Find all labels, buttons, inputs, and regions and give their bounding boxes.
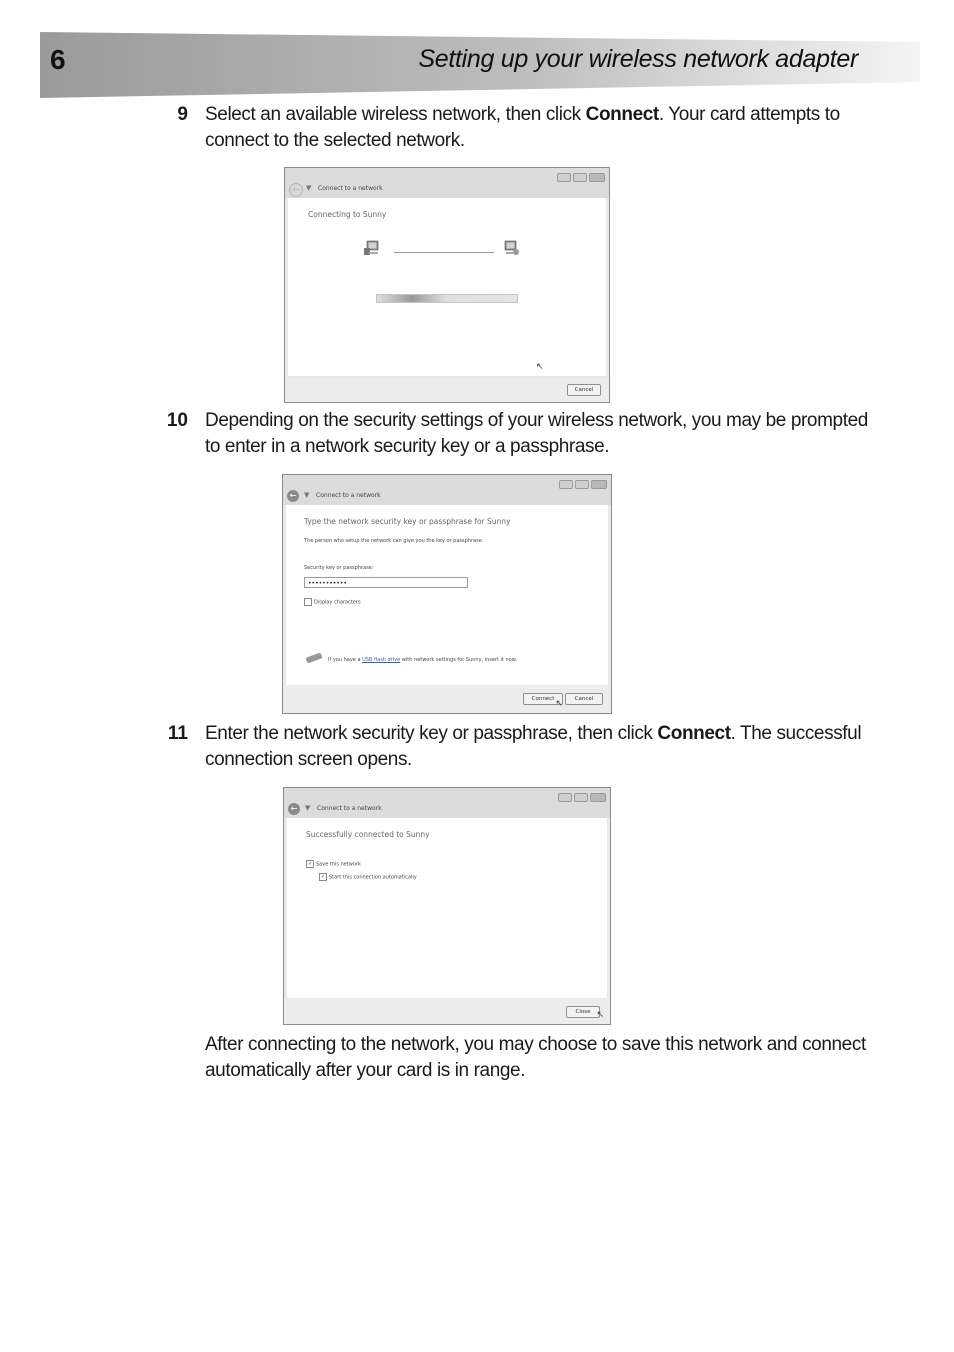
closing-paragraph (150, 1032, 870, 1084)
usb-hint-text (328, 657, 517, 663)
maximize-icon (574, 793, 588, 802)
title-bar (283, 475, 611, 505)
computer-icon (364, 240, 382, 256)
save-network-option[interactable] (306, 860, 361, 868)
display-characters-option[interactable] (304, 598, 361, 606)
window-controls (558, 793, 606, 802)
step-11 (150, 721, 870, 773)
step-number: 10 (166, 410, 188, 431)
wireless-icon: ▼ (304, 491, 310, 499)
dialog-heading: Connecting to Sunny (308, 210, 387, 219)
maximize-icon (573, 173, 587, 182)
window-controls (559, 480, 607, 489)
connection-line (394, 252, 494, 253)
mouse-cursor-icon: ↖ (596, 1010, 604, 1020)
dialog-subtext: The person who setup the network can give you the key or passphrase. (304, 538, 484, 544)
security-key-dialog-screenshot (282, 474, 612, 714)
security-key-label: Security key or passphrase: (304, 565, 374, 571)
title-bar (285, 168, 609, 198)
wireless-icon: ▼ (306, 184, 312, 192)
step-text-part: Select an available wireless network, then click (205, 104, 586, 125)
page-number: 6 (50, 44, 66, 75)
security-key-input[interactable]: ••••••••••• (304, 577, 468, 588)
step-text (205, 102, 870, 154)
step-9 (150, 102, 870, 154)
step-number: 9 (177, 104, 188, 125)
step-text (205, 721, 870, 773)
usb-hint-part: with network settings for Sunny, insert it now. (400, 657, 517, 663)
window-title: Connect to a network (318, 185, 383, 192)
title-bar (284, 788, 610, 818)
step-bold-text: Connect (585, 104, 659, 125)
dialog-content (287, 818, 607, 998)
start-automatically-label: Start this connection automatically (329, 874, 417, 881)
step-text-part: . The successful connection screen opens. (205, 723, 862, 770)
back-arrow-icon: ← (288, 803, 300, 815)
close-button[interactable]: Close (566, 1006, 600, 1018)
dialog-content (286, 505, 608, 685)
back-arrow-icon: ← (287, 490, 299, 502)
connecting-dialog-screenshot (284, 167, 610, 403)
progress-bar (376, 294, 518, 303)
cancel-button[interactable]: Cancel (565, 693, 603, 705)
start-automatically-checkbox[interactable]: ✓ (320, 874, 326, 880)
display-characters-checkbox[interactable] (304, 598, 312, 606)
close-icon (589, 173, 605, 182)
minimize-icon (557, 173, 571, 182)
step-text-part: . Your card attempts to connect to the selected network. (205, 104, 840, 151)
step-number: 11 (167, 723, 188, 744)
chapter-title: Setting up your wireless network adapter (418, 45, 858, 73)
display-characters-label: Display characters (314, 599, 361, 606)
save-network-checkbox[interactable]: ✓ (307, 861, 313, 867)
network-icon (502, 240, 520, 256)
usb-flash-drive-link[interactable]: USB flash drive (362, 657, 401, 663)
success-dialog-screenshot (283, 787, 611, 1025)
connect-button[interactable]: Connect (523, 693, 563, 705)
maximize-icon (575, 480, 589, 489)
mouse-cursor-icon: ↖ (536, 362, 544, 372)
mouse-cursor-icon: ↖ (555, 699, 563, 709)
step-text: Depending on the security settings of your wireless network, you may be prompted to enter in a network security key or a passphrase. (205, 410, 868, 457)
usb-hint-part: If you have a (328, 657, 363, 663)
closing-text: After connecting to the network, you may choose to save this network and connect automatically after your card is in range. (205, 1034, 866, 1081)
dialog-heading: Successfully connected to Sunny (306, 830, 430, 839)
step-10 (150, 408, 870, 460)
dialog-content (288, 198, 606, 376)
wireless-icon: ▼ (305, 804, 311, 812)
step-bold-text: Connect (657, 723, 731, 744)
cancel-button[interactable]: Cancel (567, 384, 601, 396)
usb-drive-icon (305, 652, 322, 663)
minimize-icon (559, 480, 573, 489)
dialog-footer (285, 378, 609, 402)
window-controls (557, 173, 605, 182)
save-network-label: Save this network (316, 861, 361, 868)
close-icon (591, 480, 607, 489)
dialog-footer (283, 685, 611, 713)
minimize-icon (558, 793, 572, 802)
close-icon (590, 793, 606, 802)
page-header (40, 30, 920, 100)
dialog-footer (284, 998, 610, 1024)
back-arrow-icon: ← (289, 183, 303, 197)
dialog-heading: Type the network security key or passphrase for Sunny (304, 517, 511, 526)
step-text-part: Enter the network security key or passphrase, then click (205, 723, 658, 744)
start-automatically-option[interactable] (319, 873, 417, 881)
window-title: Connect to a network (316, 492, 381, 499)
window-title: Connect to a network (317, 805, 382, 812)
